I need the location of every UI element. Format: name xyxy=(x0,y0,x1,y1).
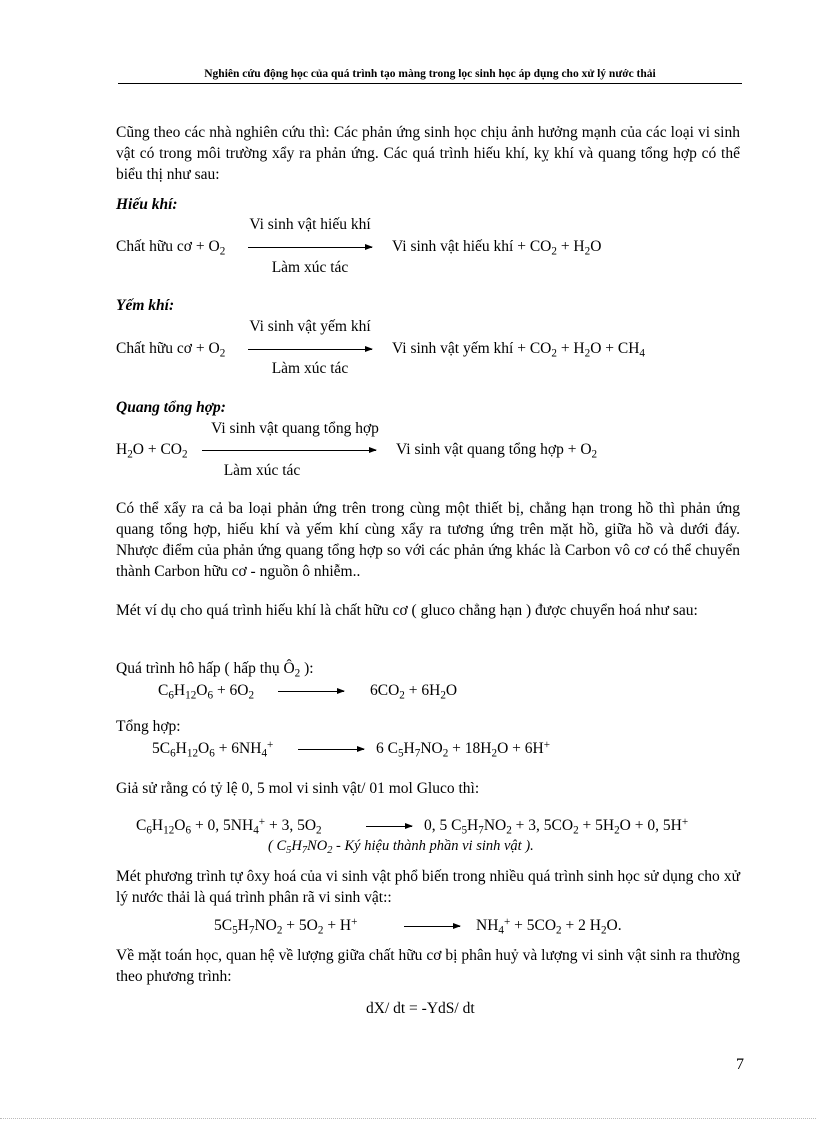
anaerobic-catalyst-label: Vi sinh vật yếm khí xyxy=(249,318,371,335)
anaerobic-heading: Yếm khí: xyxy=(116,297,175,314)
anaerobic-arrow xyxy=(248,349,372,350)
page-bottom-border xyxy=(0,1118,816,1119)
photosynthesis-products: Vi sinh vật quang tổng hợp + $O_2$ xyxy=(396,441,598,461)
synthesis-arrow xyxy=(298,749,364,750)
anaerobic-reactants: Chất hữu cơ + $O_2$ xyxy=(116,340,226,360)
aerobic-condition-label: Làm xúc tác xyxy=(271,259,349,276)
photosynthesis-arrow xyxy=(202,450,376,451)
biomass-formula-note: ( $C_5H_7NO_2$ - Ký hiệu thành phần vi sinh vật ). xyxy=(268,838,534,857)
aerobic-heading: Hiếu khí: xyxy=(116,196,178,213)
rate-equation: dX/ dt = -YdS/ dt xyxy=(366,1000,475,1017)
paragraph-example: Mét ví dụ cho quá trình hiếu khí là chất hữu cơ ( gluco chẳng hạn ) được chuyển hoá như sau: xyxy=(116,602,698,619)
ratio-arrow xyxy=(366,826,412,827)
assumption-text: Giả sử rằng có tỷ lệ 0, 5 mol vi sinh vật/ 01 mol Gluco thì: xyxy=(116,780,480,797)
anaerobic-condition-label: Làm xúc tác xyxy=(271,360,349,377)
aerobic-catalyst-label: Vi sinh vật hiếu khí xyxy=(249,216,371,233)
paragraph-math: Về mặt toán học, quan hệ về lượng giữa chất hữu cơ bị phân huỷ và lượng vi sinh vật sinh ra thường theo phương trình: xyxy=(116,947,740,985)
photosynthesis-heading: Quang tổng hợp: xyxy=(116,399,226,416)
aerobic-reactants: Chất hữu cơ + $O_2$ xyxy=(116,238,226,258)
synthesis-products: 6 $C_5H_7NO_2 + 18H_2O + 6H^+$ xyxy=(376,738,550,760)
respiration-arrow xyxy=(278,691,344,692)
paragraph-decay: Mét phương trình tự ôxy hoá của vi sinh vật phổ biến trong nhiều quá trình sinh học sử dụng cho xử lý nước thải là quá trình phân rã vi sinh vật:: xyxy=(116,868,740,906)
synthesis-label: Tổng hợp: xyxy=(116,718,181,735)
photosynthesis-catalyst-label: Vi sinh vật quang tổng hợp xyxy=(211,420,379,437)
anaerobic-products: Vi sinh vật yếm khí + $CO_2 + H_2O + CH_4$ xyxy=(392,340,645,360)
aerobic-arrow xyxy=(248,247,372,248)
paragraph-three-reactions: Có thể xẩy ra cả ba loại phản ứng trên trong cùng một thiết bị, chẳng hạn trong hồ thì phản ứng quang tổng hợp, hiếu khí và yếm khí cùng xẩy ra tương ứng trên mặt hồ, giữa hồ và dưới đáy. Nhược điểm của phản ứng quang tổng hợp so với các phản ứng khác là Carbon vô cơ có thể chuyển thành Carbon hữu cơ - nguồn ô nhiễm.. xyxy=(116,500,740,580)
decay-products: $NH_4^+ + 5CO_2 + 2$ $H_2O$. xyxy=(476,915,622,937)
ratio-products: 0, 5 $C_5H_7NO_2 + 3$, $5CO_2 + 5H_2O + 0$, 5H+ xyxy=(424,815,689,837)
respiration-label: Quá trình hô hấp ( hấp thụ $Ô_2$ ): xyxy=(116,660,314,680)
synthesis-reactants: $5C_6H_{12}O_6 + 6NH_4^+$ xyxy=(152,738,274,760)
decay-arrow xyxy=(404,926,460,927)
intro-paragraph: Cũng theo các nhà nghiên cứu thì: Các phản ứng sinh học chịu ảnh hưởng mạnh của các loại vi sinh vật có trong môi trường xẩy ra phản ứng. Các quá trình hiếu khí, kỵ khí và quang tổng hợp có thể biểu thị như sau: xyxy=(116,124,740,183)
decay-reactants: $5C_5H_7NO_2 + 5O_2 + H^+$ xyxy=(214,915,358,937)
ratio-reactants: $C_6H_{12}O_6 + 0$, $5NH_4^+ + 3$, $5O_2$ xyxy=(136,815,322,837)
page-number: 7 xyxy=(736,1056,744,1073)
respiration-reactants: $C_6H_{12}O_6 + 6O_2$ xyxy=(158,682,255,702)
photosynthesis-condition-label: Làm xúc tác xyxy=(223,462,301,479)
respiration-products: $6CO_2 + 6H_2O$ xyxy=(370,682,458,702)
running-header: Nghiên cứu động học của quá trình tạo màng trong lọc sinh học áp dụng cho xử lý nước thải xyxy=(118,68,742,84)
photosynthesis-reactants: $H_2O + CO_2$ xyxy=(116,441,188,461)
aerobic-products: Vi sinh vật hiếu khí + $CO_2 + H_2O$ xyxy=(392,238,602,258)
